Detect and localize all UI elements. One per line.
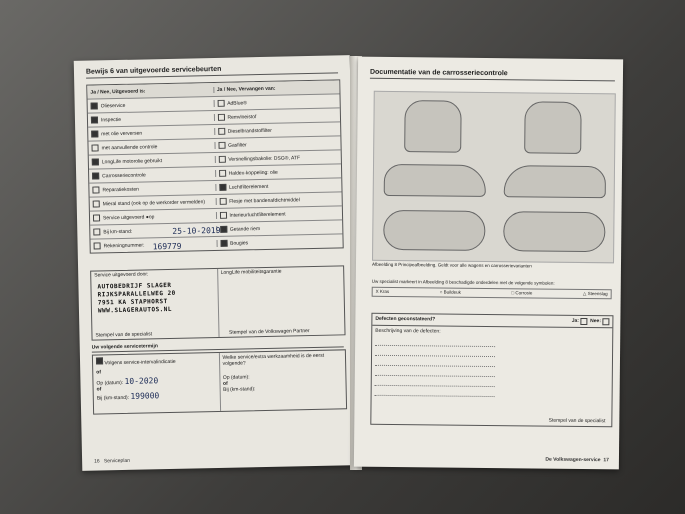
checkbox[interactable] [93,228,100,235]
page-label: De Volkswagen-service [545,456,601,464]
service-replaced-cell [214,139,341,149]
car-front-view [404,100,462,153]
figure-caption: Afbeelding 8 Principeafbeelding. Geldt voor alle wagens en carrosserievarianten [371,261,532,269]
right-page [354,57,623,470]
car-left-side [384,164,486,197]
service-row-label: Luchtfilterelement [228,183,269,191]
next-service-title: Uw volgende servicetermijn [92,339,344,352]
checkbox[interactable] [219,184,226,191]
service-replaced-cell [213,97,340,107]
checkbox[interactable] [93,214,100,221]
page-label: Serviceplan [103,457,131,465]
checkbox[interactable] [218,142,225,149]
service-replaced-cell [215,181,342,191]
legend-intro: Uw specialist markeert in Afbeelding 8 beschadigde onderdelen met de volgende symbolen: [371,278,555,286]
service-row-label: AdBlue® [227,99,248,107]
legend-dent: ○ Buildeuk [439,289,461,295]
next-km-value: 199000 [130,391,160,401]
nee-label: Nee: [590,318,602,325]
damage-legend [372,279,612,300]
checkbox[interactable] [93,200,100,207]
service-row-label: Dieselbrandstoffilter [227,127,272,135]
bij-km-label: Bij (km-stand): [96,394,130,402]
stamp-specialist-label: Stempel van de specialist [95,331,153,339]
checkbox[interactable] [92,172,99,179]
checkbox[interactable] [92,186,99,193]
service-row-label: Versnellingsbakolie: DSG®, ATF [228,154,301,163]
checkbox[interactable] [217,100,224,107]
other-service-question: Welke service/extra werkzaamheid is de eerst volgende? [222,352,325,367]
service-done-cell [88,114,214,124]
right-stamp-label: Stempel van de specialist [548,417,606,425]
service-row-label: Carrosseriecontrole [102,171,146,179]
service-done-cell [88,100,214,110]
legend-symbols [372,287,612,300]
service-row-label: Rekeningnummer: [103,241,145,249]
service-row-label: Flesje met bandenafdichtmiddel [229,196,300,205]
left-page [74,55,359,471]
service-row-label: Remvloeistof [227,113,257,121]
ja-label: Ja: [571,317,580,324]
done-by-box [90,265,345,340]
bij-km-label-2: Bij (km-stand): [223,386,256,393]
defects-box [370,313,613,428]
left-page-footer [94,458,130,465]
service-row-label: Service uitgevoerd ●op [102,213,155,221]
defects-question: Defecten geconstateerd? [375,315,436,323]
stamp-line: 7951 KA STAPHORST [97,298,168,307]
checkbox[interactable] [91,116,98,123]
right-page-title: Documentatie van de carrosseriecontrole [370,69,615,82]
next-service-box [92,349,347,414]
service-done-cell [88,128,214,138]
right-page-footer [545,457,609,464]
stamp-line: AUTOBEDRIJF SLAGER [97,281,172,291]
checkbox[interactable] [219,212,226,219]
next-interval-label: Volgens service-intervalindicatie [104,358,176,367]
nee-checkbox[interactable] [602,318,609,325]
op-datum-label: Op (datum): [96,379,124,387]
service-replaced-cell [214,125,341,135]
checkbox[interactable] [218,128,225,135]
service-done-cell [90,212,216,222]
header-done: Ja / Nee, Uitgevoerd is: [90,87,146,96]
service-row-label: Olieservice [100,102,126,109]
describe-line [375,386,495,397]
car-bottom-view [503,211,605,252]
service-row-label: Bougies [230,239,249,247]
service-row-label: Getande riem [229,225,261,233]
service-row-label: Bij km-stand: [103,228,133,235]
service-replaced-cell [216,223,343,233]
service-done-cell [89,156,215,166]
car-rear-view [524,101,582,154]
checkbox[interactable] [220,226,227,233]
of-label: of [222,380,228,387]
legend-scratch: X Kras [375,288,390,294]
stamp-line: WWW.SLAGERAUTOS.NL [97,305,173,315]
checkbox[interactable] [94,242,101,249]
checkbox[interactable] [91,130,98,137]
page-number: 17 [603,457,609,464]
car-right-side [504,165,606,198]
service-done-cell [90,198,216,208]
describe-label: Beschrijving van de defecten: [375,327,441,335]
service-row-label: LongLife motorolie gebruikt [101,157,163,165]
service-row-label: Mieral stand (ook op de werkorder vermelden) [102,198,206,207]
service-done-cell [89,184,215,194]
service-replaced-cell [215,209,342,219]
service-row-label: met aanvullende controle [101,143,158,151]
dealer-stamp [91,277,217,320]
vw-stamp-label: Stempel van de Volkswagen Partner [228,328,310,336]
checkbox[interactable] [92,158,99,165]
checkbox[interactable] [220,240,227,247]
service-row-label: Inspectie [100,116,122,123]
next-km-row [97,390,217,402]
handwritten-km: 169779 [152,241,182,252]
ja-checkbox[interactable] [580,318,587,325]
service-row-label: Reparatiekosten [102,186,139,193]
header-replaced: Ja / Nee, Vervangen van: [213,84,340,93]
service-replaced-cell [213,111,340,121]
of-label: of [96,386,102,393]
done-by-label: Service uitgevoerd door: [94,271,149,279]
service-row-label: Gasfilter [227,141,247,149]
describe-lines [372,336,499,397]
service-replaced-cell [216,237,343,247]
handwritten-date: 25-10-2019 [172,225,221,236]
next-interval [96,355,216,367]
next-date-value: 10-2020 [124,376,159,386]
car-top-view [383,210,485,251]
service-replaced-cell [215,167,342,177]
left-page-title: Bewijs 6 van uitgevoerde servicebeurten [86,63,338,78]
page-number: 16 [94,458,100,465]
of-label: of [96,369,102,376]
service-row-label: Interieurluchtfilterelement [229,211,286,219]
legend-corrosion: □ Corrosie [511,290,533,296]
legend-stone-chip: △ Steenslag [582,290,608,297]
service-done-cell [88,142,214,152]
op-datum-label-2: Op (datum): [222,374,250,381]
checkbox[interactable] [217,114,224,121]
service-row-label: met olie verversen [101,130,143,137]
checkbox[interactable] [219,170,226,177]
service-done-cell [89,170,215,180]
interval-checkbox [96,357,103,364]
car-diagram [372,91,616,264]
service-replaced-cell [215,195,342,205]
stamp-line: RIJKSPARALLELWEG 20 [97,289,176,299]
longlife-label: LongLife mobiliteitsgarantie [220,268,282,276]
checkbox[interactable] [218,156,225,163]
checkbox[interactable] [219,198,226,205]
service-replaced-cell [214,153,341,163]
checkbox[interactable] [91,144,98,151]
service-row-label: Haldex-koppeling: olie [228,169,278,177]
checkbox[interactable] [91,102,98,109]
